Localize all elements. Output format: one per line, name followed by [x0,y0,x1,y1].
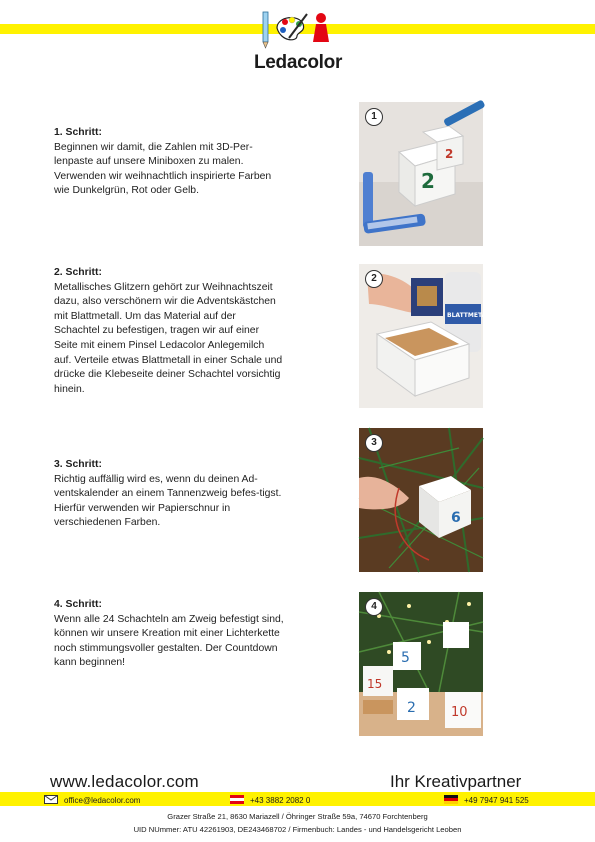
envelope-icon [44,795,58,806]
step-2-photo [359,264,494,408]
step-3-box-number: 6 [451,510,461,526]
step-4-number-badge: 4 [365,598,383,616]
step-4-box-number-1: 5 [401,650,410,666]
phone-germany[interactable] [444,795,529,806]
step-1-photo [359,102,483,246]
step-1-number-badge: 1 [365,108,383,126]
step-3-heading: 3. Schritt: [54,459,102,470]
email-address[interactable]: office@ledacolor.com [64,796,141,805]
step-3-number-badge: 3 [365,434,383,452]
company-address: Grazer Straße 21, 8630 Mariazell / Öhringer Straße 59a, 74670 Forchtenberg [167,812,428,821]
step-2-heading: 2. Schritt: [54,267,102,278]
email-contact[interactable] [44,795,140,806]
website-link[interactable]: www.ledacolor.com [50,772,199,791]
art-tools-icon [259,8,339,52]
step-1-box-number-2: 2 [445,147,454,161]
step-3-body: Richtig auffällig wird es, wenn du deinen Ad-ventskalender an einem Tannenzweig befes-tigst. Hierfür verwenden wir Papierschnur in verschiedenen Farben. [54,473,282,529]
step-2-number-badge: 2 [365,270,383,288]
step-1-text [54,126,284,199]
step-2-jar-label: BLATTMETALL [447,312,494,319]
company-legal-info: UID NUmmer: ATU 42261903, DE243468702 / Firmenbuch: Landes - und Handelsgericht Leoben [133,825,462,834]
step-4-photo [359,592,483,736]
step-4-box-number-2: 15 [367,677,383,691]
brand-name: Ledacolor [253,52,343,73]
step-4-box-number-4: 10 [451,705,468,720]
step-1-heading: 1. Schritt: [54,127,102,138]
phone-germany-number[interactable]: +49 7947 941 525 [464,796,529,805]
step-3-text [54,458,284,531]
step-1-box-number: 2 [421,169,435,193]
step-4-text [54,598,284,671]
step-1-body: Beginnen wir damit, die Zahlen mit 3D-Per-lenpaste auf unsere Miniboxen zu malen. Verwenden wir weihnachtlich inspirierte Farben wie Dunkelgrün, Rot oder Gelb. [54,141,272,197]
brand-logo[interactable] [253,8,353,73]
step-3-photo [359,428,483,572]
step-2-text [54,266,284,397]
step-4-heading: 4. Schritt: [54,599,102,610]
step-2-body: Metallisches Glitzern gehört zur Weihnachtszeit dazu, also verschönern wir die Adventskästchen mit Blattmetall. Um das Material auf der Schachtel zu befestigen, tragen wir auf einer Seite mit einem Pinsel Ledacolor Anlegemilch auf. Verteile etwas Blattmetall in einer Schale und drücke die Klebeseite deiner Schachtel vorsichtig hinein. [54,281,283,395]
austria-flag-icon [230,795,244,806]
phone-austria[interactable] [230,795,310,806]
slogan: Ihr Kreativpartner [390,772,522,791]
phone-austria-number[interactable]: +43 3882 2082 0 [250,796,311,805]
step-4-body: Wenn alle 24 Schachteln am Zweig befestigt sind, können wir unsere Kreation mit einer Lichterkette noch stimmungsvoller gestalten. Der Countdown kann beginnen! [54,613,284,669]
step-4-box-number-3: 2 [407,700,416,716]
germany-flag-icon [444,795,458,806]
